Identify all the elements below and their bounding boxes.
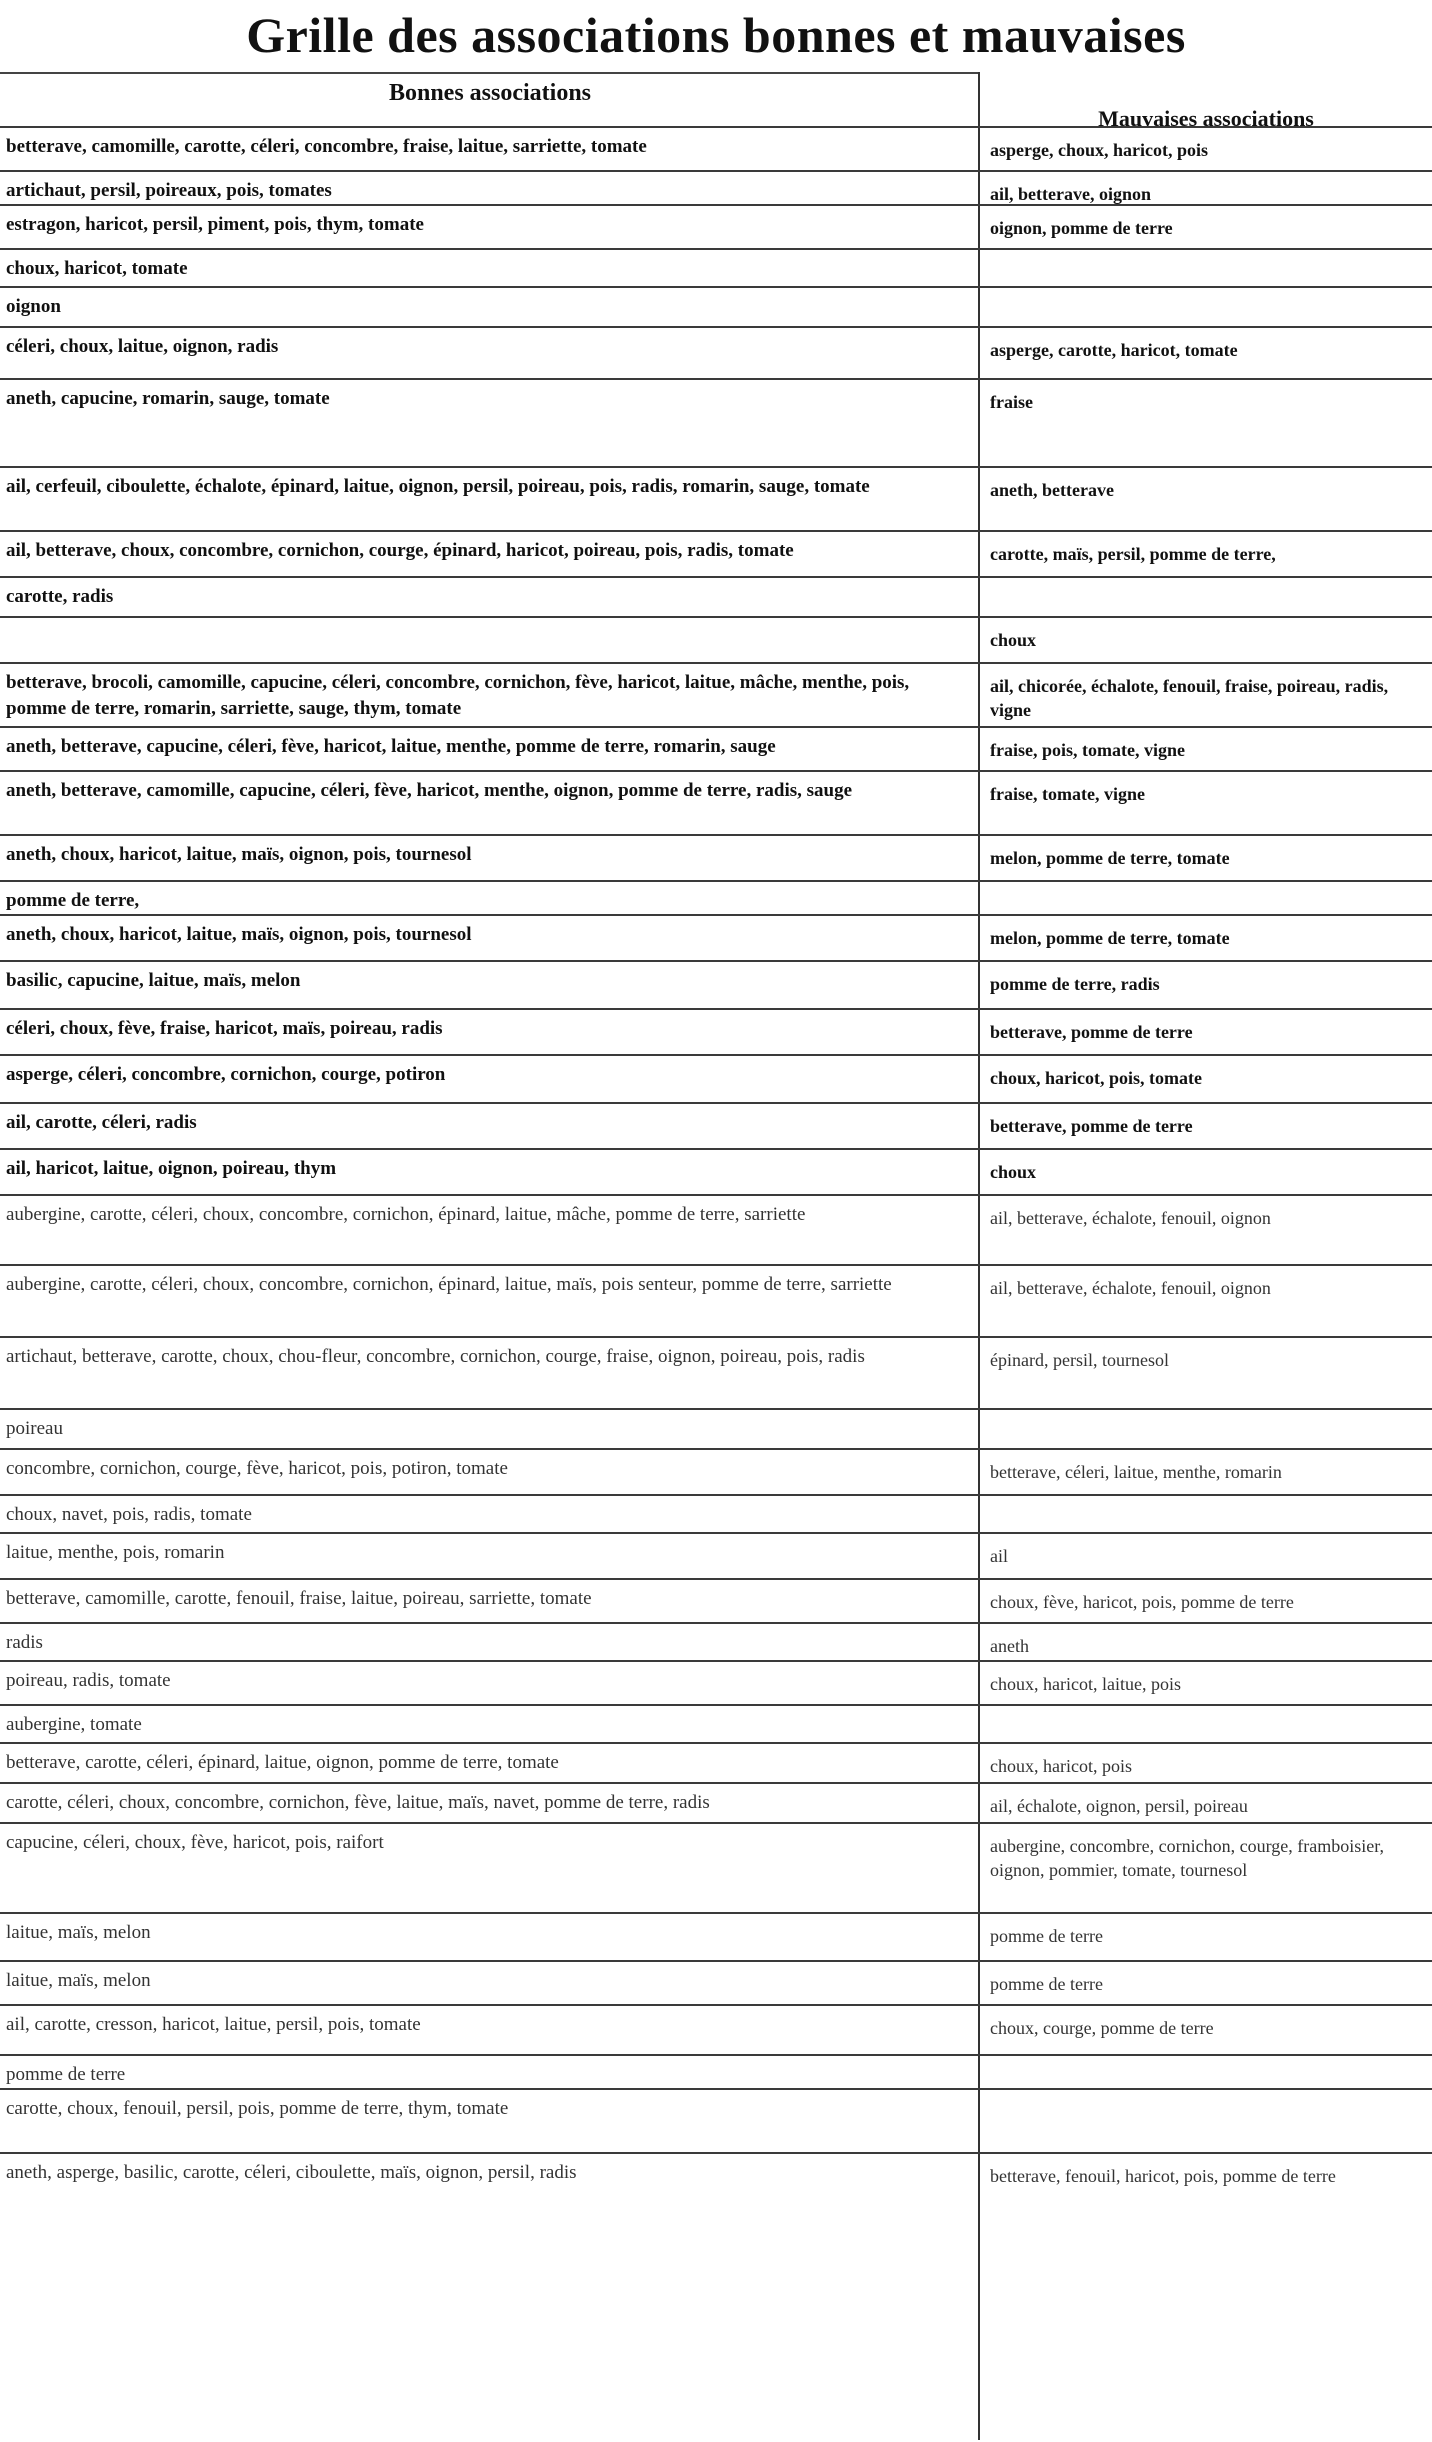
- good-associations-cell: aubergine, tomate: [6, 1714, 142, 1735]
- good-associations-cell: poireau, radis, tomate: [6, 1670, 171, 1691]
- table-row: [0, 1578, 1432, 1622]
- table-row: [0, 914, 1432, 960]
- bad-associations-cell: ail, betterave, échalote, fenouil, oignon: [990, 1278, 1271, 1298]
- table-top-rule: [0, 72, 980, 74]
- good-associations-cell: aneth, betterave, camomille, capucine, céleri, fève, haricot, menthe, oignon, pomme de terre, radis, sauge: [6, 780, 853, 801]
- bad-associations-cell: betterave, fenouil, haricot, pois, pomme de terre: [990, 2166, 1336, 2186]
- bad-associations-cell: choux, fève, haricot, pois, pomme de terre: [990, 1592, 1294, 1612]
- bad-associations-cell: choux, courge, pomme de terre: [990, 2018, 1214, 2038]
- table-row: [0, 1148, 1432, 1194]
- good-associations-cell: carotte, céleri, choux, concombre, cornichon, fève, laitue, maïs, navet, pomme de terre, radis: [6, 1792, 710, 1813]
- bad-associations-cell: choux: [990, 1162, 1037, 1182]
- bad-associations-cell: betterave, céleri, laitue, menthe, romarin: [990, 1462, 1282, 1482]
- bad-associations-cell: aneth: [990, 1636, 1029, 1656]
- association-table: [0, 72, 1432, 2442]
- bad-associations-cell: choux: [990, 630, 1037, 650]
- good-associations-cell: ail, cerfeuil, ciboulette, échalote, épinard, laitue, oignon, persil, poireau, pois, radis, romarin, sauge, tomate: [6, 476, 870, 497]
- good-associations-cell: ail, haricot, laitue, oignon, poireau, thym: [6, 1158, 337, 1179]
- bad-associations-cell: oignon, pomme de terre: [990, 218, 1173, 238]
- bad-associations-cell: ail, échalote, oignon, persil, poireau: [990, 1796, 1248, 1816]
- bad-associations-cell: melon, pomme de terre, tomate: [990, 928, 1230, 948]
- table-row: [0, 1008, 1432, 1054]
- good-associations-cell: artichaut, persil, poireaux, pois, tomates: [6, 180, 332, 201]
- table-row: [0, 726, 1432, 770]
- table-row: [0, 378, 1432, 466]
- good-associations-cell: ail, carotte, cresson, haricot, laitue, persil, pois, tomate: [6, 2014, 421, 2035]
- good-associations-cell: choux, haricot, tomate: [6, 258, 188, 279]
- good-associations-cell: aubergine, carotte, céleri, choux, concombre, cornichon, épinard, laitue, maïs, pois senteur, pomme de terre, sarriette: [6, 1274, 892, 1295]
- table-row: [0, 1660, 1432, 1704]
- good-associations-cell: carotte, radis: [6, 586, 114, 607]
- bad-associations-cell: melon, pomme de terre, tomate: [990, 848, 1230, 868]
- good-associations-cell: ail, carotte, céleri, radis: [6, 1112, 197, 1133]
- good-associations-cell: betterave, carotte, céleri, épinard, laitue, oignon, pomme de terre, tomate: [6, 1752, 559, 1773]
- good-associations-cell: poireau: [6, 1418, 63, 1439]
- page-title: Grille des associations bonnes et mauvaises: [246, 7, 1186, 63]
- table-row: [0, 1622, 1432, 1660]
- bad-associations-cell: fraise, tomate, vigne: [990, 784, 1145, 804]
- good-associations-cell: aubergine, carotte, céleri, choux, concombre, cornichon, épinard, laitue, mâche, pomme de terre, sarriette: [6, 1204, 806, 1225]
- table-row: [0, 2054, 1432, 2088]
- bad-associations-cell: choux, haricot, pois: [990, 1756, 1132, 1776]
- bad-associations-cell: ail, chicorée, échalote, fenouil, fraise, poireau, radis, vigne: [990, 676, 1389, 720]
- good-associations-cell: aneth, choux, haricot, laitue, maïs, oignon, pois, tournesol: [6, 924, 472, 945]
- bad-associations-cell: ail: [990, 1546, 1008, 1566]
- good-associations-cell: concombre, cornichon, courge, fève, haricot, pois, potiron, tomate: [6, 1458, 508, 1479]
- good-associations-header: Bonnes associations: [388, 80, 592, 106]
- table-row: [0, 204, 1432, 248]
- good-associations-cell: basilic, capucine, laitue, maïs, melon: [6, 970, 301, 991]
- table-row: [0, 1822, 1432, 1912]
- bad-associations-cell: aubergine, concombre, cornichon, courge, framboisier, oignon, pommier, tomate, tournesol: [990, 1836, 1384, 1880]
- bad-associations-cell: ail, betterave, échalote, fenouil, oignon: [990, 1208, 1271, 1228]
- table-row: [0, 1194, 1432, 1264]
- good-associations-cell: pomme de terre,: [6, 890, 140, 911]
- bad-associations-cell: pomme de terre: [990, 1926, 1103, 1946]
- good-associations-cell: capucine, céleri, choux, fève, haricot, pois, raifort: [6, 1832, 384, 1853]
- bad-associations-cell: asperge, carotte, haricot, tomate: [990, 340, 1238, 360]
- bad-associations-cell: betterave, pomme de terre: [990, 1022, 1193, 1042]
- table-row: [0, 576, 1432, 616]
- table-row: [0, 1102, 1432, 1148]
- table-row: [0, 1408, 1432, 1448]
- table-row: [0, 1336, 1432, 1408]
- good-associations-cell: céleri, choux, fève, fraise, haricot, maïs, poireau, radis: [6, 1018, 443, 1039]
- table-row: [0, 880, 1432, 914]
- table-row: [0, 960, 1432, 1008]
- bad-associations-cell: choux, haricot, pois, tomate: [990, 1068, 1202, 1088]
- bad-associations-cell: carotte, maïs, persil, pomme de terre,: [990, 544, 1276, 564]
- good-associations-cell: aneth, betterave, capucine, céleri, fève, haricot, laitue, menthe, pomme de terre, romarin, sauge: [6, 736, 776, 757]
- table-row: [0, 1960, 1432, 2004]
- table-row: [0, 466, 1432, 530]
- bad-associations-cell: fraise, pois, tomate, vigne: [990, 740, 1185, 760]
- table-row: [0, 1742, 1432, 1782]
- good-associations-cell: carotte, choux, fenouil, persil, pois, pomme de terre, thym, tomate: [6, 2098, 509, 2119]
- good-associations-cell: pomme de terre: [6, 2064, 126, 2085]
- good-associations-cell: betterave, camomille, carotte, céleri, concombre, fraise, laitue, sarriette, tomate: [6, 136, 647, 157]
- bad-associations-cell: épinard, persil, tournesol: [990, 1350, 1169, 1370]
- good-associations-cell: radis: [6, 1632, 43, 1653]
- good-associations-cell: laitue, menthe, pois, romarin: [6, 1542, 225, 1563]
- good-associations-cell: choux, navet, pois, radis, tomate: [6, 1504, 252, 1525]
- table-row: [0, 1532, 1432, 1578]
- table-row: [0, 2004, 1432, 2054]
- bad-associations-cell: choux, haricot, laitue, pois: [990, 1674, 1181, 1694]
- good-associations-cell: betterave, camomille, carotte, fenouil, fraise, laitue, poireau, sarriette, tomate: [6, 1588, 592, 1609]
- good-associations-cell: aneth, asperge, basilic, carotte, céleri, ciboulette, maïs, oignon, persil, radis: [6, 2162, 577, 2183]
- table-row: [0, 286, 1432, 326]
- table-row: [0, 530, 1432, 576]
- good-associations-cell: laitue, maïs, melon: [6, 1970, 151, 1991]
- good-associations-cell: laitue, maïs, melon: [6, 1922, 151, 1943]
- table-row: [0, 1912, 1432, 1960]
- table-row: [0, 1448, 1432, 1494]
- bad-associations-cell: aneth, betterave: [990, 480, 1114, 500]
- table-row: [0, 248, 1432, 286]
- bad-associations-cell: pomme de terre: [990, 1974, 1103, 1994]
- good-associations-cell: aneth, capucine, romarin, sauge, tomate: [6, 388, 330, 409]
- good-associations-cell: oignon: [6, 296, 61, 317]
- table-row: [0, 326, 1432, 378]
- table-row: [0, 662, 1432, 726]
- table-row: [0, 1264, 1432, 1336]
- table-row: [0, 2152, 1432, 2246]
- good-associations-cell: betterave, brocoli, camomille, capucine, céleri, concombre, cornichon, fève, haricot, laitue, mâche, menthe, pois, pomme de terre, romarin, sarriette, sauge, thym, tomate: [6, 672, 910, 719]
- good-associations-cell: aneth, choux, haricot, laitue, maïs, oignon, pois, tournesol: [6, 844, 472, 865]
- table-row: [0, 2088, 1432, 2152]
- table-row: [0, 834, 1432, 880]
- bad-associations-cell: asperge, choux, haricot, pois: [990, 140, 1208, 160]
- bad-associations-cell: betterave, pomme de terre: [990, 1116, 1193, 1136]
- good-associations-cell: asperge, céleri, concombre, cornichon, courge, potiron: [6, 1064, 446, 1085]
- table-row: [0, 126, 1432, 170]
- table-row: [0, 1054, 1432, 1102]
- bad-associations-header: Mauvaises associations: [1098, 106, 1314, 131]
- table-row: [0, 616, 1432, 662]
- bad-associations-cell: fraise: [990, 392, 1033, 412]
- bad-associations-cell: pomme de terre, radis: [990, 974, 1160, 994]
- table-row: [0, 170, 1432, 204]
- table-row: [0, 1494, 1432, 1532]
- good-associations-cell: artichaut, betterave, carotte, choux, chou-fleur, concombre, cornichon, courge, fraise, oignon, poireau, pois, radis: [6, 1346, 865, 1367]
- good-associations-cell: céleri, choux, laitue, oignon, radis: [6, 336, 279, 357]
- bad-associations-cell: ail, betterave, oignon: [990, 184, 1151, 204]
- table-row: [0, 770, 1432, 834]
- good-associations-cell: estragon, haricot, persil, piment, pois, thym, tomate: [6, 214, 424, 235]
- good-associations-cell: ail, betterave, choux, concombre, cornichon, courge, épinard, haricot, poireau, pois, radis, tomate: [6, 540, 794, 561]
- table-row: [0, 1704, 1432, 1742]
- table-row: [0, 1782, 1432, 1822]
